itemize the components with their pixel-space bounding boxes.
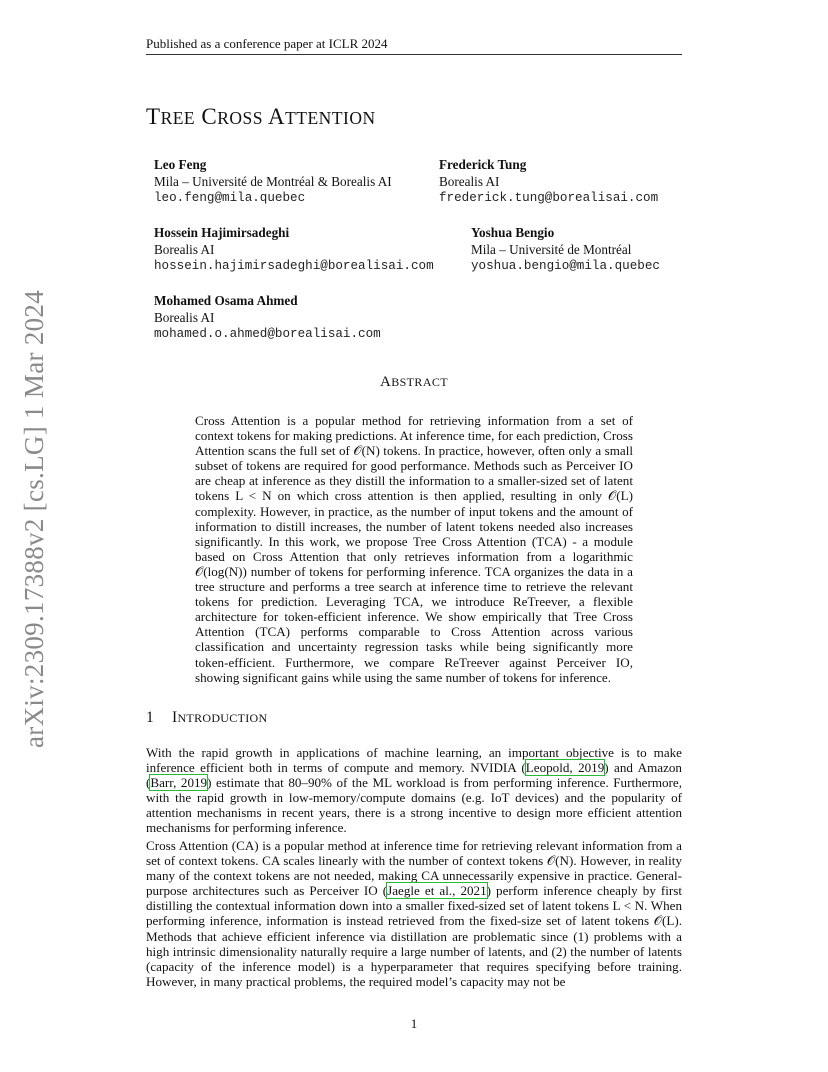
running-header: Published as a conference paper at ICLR 2024 xyxy=(146,36,388,51)
author-email[interactable]: yoshua.bengio@mila.quebec xyxy=(471,259,660,273)
author-block xyxy=(471,224,660,275)
body-paragraph: Cross Attention (CA) is a popular method at inference time for retrieving relevant information from a set of context tokens. CA scales linearly with the number of context tokens 𝒪(N). However, in reality many of the context tokens are not needed, making CA unnecessarily expensive in practice. General-purpose architectures such as Perceiver IO (Jaegle et al., 2021) perform inference cheaply by first distilling the contextual information down into a smaller fixed-sized set of latent tokens L < N. When performing inference, information is instead retrieved from the fixed-size set of latent tokens 𝒪(L). Methods that achieve efficient inference via distillation are problematic since (1) problems with a high intrinsic dimensionality naturally require a large number of latents, and (2) the number of latents (capacity of the inference model) is a hyperparameter that requires specifying before training. However, in many practical problems, the required model’s capacity may not be xyxy=(146,838,683,989)
author-block xyxy=(439,156,658,207)
arxiv-stamp: arXiv:2309.17388v2 [cs.LG] 1 Mar 2024 xyxy=(19,289,49,748)
author-block xyxy=(154,224,434,275)
abstract-text: Cross Attention is a popular method for retrieving information from a set of context tokens for making predictions. At inference time, for each prediction, Cross Attention scans the full set of 𝒪(N) tokens. In practice, however, often only a small subset of tokens are required for good performance. Methods such as Perceiver IO are cheap at inference as they distill the information to a smaller-sized set of latent tokens L < N on which cross attention is then applied, resulting in only 𝒪(L) complexity. However, in practice, as the number of input tokens and the amount of information to distill increases, the number of latent tokens needed also increases significantly. In this work, we propose Tree Cross Attention (TCA) - a module based on Cross Attention that only retrieves information from a logarithmic 𝒪(log(N)) number of tokens for performing inference. TCA organizes the data in a tree structure and performs a tree search at inference time to retrieve the relevant tokens for prediction. Leveraging TCA, we introduce ReTreever, a flexible architecture for token-efficient inference. We show empirically that Tree Cross Attention (TCA) performs comparable to Cross Attention across various classification and uncertainty regression tasks while being significantly more token-efficient. Furthermore, we compare ReTreever against Perceiver IO, showing significant gains while using the same number of tokens for inference. xyxy=(195,413,633,685)
author-email[interactable]: mohamed.o.ahmed@borealisai.com xyxy=(154,327,381,341)
citation-link[interactable]: Jaegle et al., 2021 xyxy=(387,883,487,899)
abstract-heading: ABSTRACT xyxy=(379,374,449,390)
author-name: Frederick Tung xyxy=(439,157,527,172)
section-heading: 1 INTRODUCTION xyxy=(146,709,268,726)
body-paragraph: With the rapid growth in applications of machine learning, an important objective is to make inference efficient both in terms of compute and memory. NVIDIA (Leopold, 2019) and Amazon (Barr, 2019) estimate that 80–90% of the ML workload is from performing inference. Furthermore, with the rapid growth in low-memory/compute domains (e.g. IoT devices) and the popularity of attention mechanisms in recent years, there is a strong incentive to design more efficient attention mechanisms for performing inference. xyxy=(146,745,682,836)
author-affiliation: Borealis AI xyxy=(439,174,500,189)
author-name: Hossein Hajimirsadeghi xyxy=(154,225,290,240)
author-email[interactable]: leo.feng@mila.quebec xyxy=(154,191,306,205)
page-number: 1 xyxy=(410,1016,418,1031)
header-rule xyxy=(146,54,682,55)
author-affiliation: Borealis AI xyxy=(154,310,215,325)
paper-title: TREE CROSS ATTENTION xyxy=(146,104,376,129)
author-name: Leo Feng xyxy=(154,157,207,172)
author-block xyxy=(154,156,392,207)
author-name: Yoshua Bengio xyxy=(471,225,555,240)
citation-link[interactable]: Barr, 2019 xyxy=(150,775,208,791)
author-block xyxy=(154,292,381,343)
citation-link[interactable]: Leopold, 2019 xyxy=(525,760,605,776)
author-affiliation: Mila – Université de Montréal & Borealis AI xyxy=(154,174,392,189)
author-email[interactable]: frederick.tung@borealisai.com xyxy=(439,191,659,205)
author-name: Mohamed Osama Ahmed xyxy=(154,293,298,308)
author-email[interactable]: hossein.hajimirsadeghi@borealisai.com xyxy=(154,259,434,273)
author-affiliation: Mila – Université de Montréal xyxy=(471,242,632,257)
author-affiliation: Borealis AI xyxy=(154,242,215,257)
